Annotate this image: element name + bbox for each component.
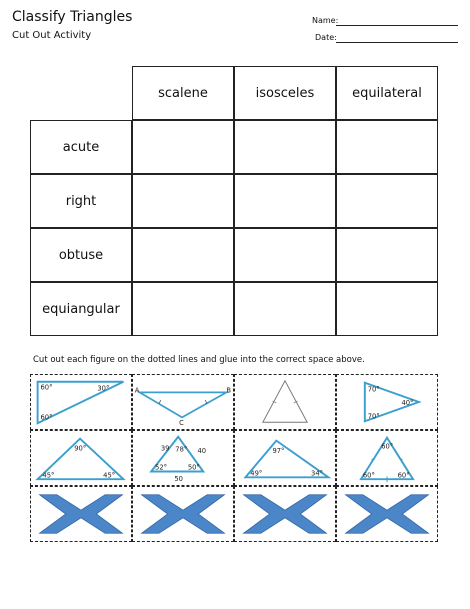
row-header-acute: acute xyxy=(30,120,132,174)
row-header-obtuse: obtuse xyxy=(30,228,132,282)
cutout-card-2[interactable] xyxy=(132,374,234,430)
drop-cell-right-equilateral[interactable] xyxy=(336,174,438,228)
angle-label: 90° xyxy=(74,444,87,453)
side-label: 40 xyxy=(197,447,207,456)
drop-cell-obtuse-equilateral[interactable] xyxy=(336,228,438,282)
cutout-card-10[interactable] xyxy=(132,486,234,542)
drop-cell-right-scalene[interactable] xyxy=(132,174,234,228)
row-header-right: right xyxy=(30,174,132,228)
column-header-isosceles: isosceles xyxy=(234,66,336,120)
name-line[interactable] xyxy=(336,25,458,26)
drop-cell-acute-equilateral[interactable] xyxy=(336,120,438,174)
cutout-sheet xyxy=(30,374,438,542)
cutout-card-1[interactable] xyxy=(30,374,132,430)
angle-label: 50° xyxy=(187,463,200,472)
drop-cell-equiangular-isosceles[interactable] xyxy=(234,282,336,336)
worksheet-title: Classify Triangles xyxy=(12,9,133,25)
angle-label: 60° xyxy=(40,383,53,392)
angle-label: 52° xyxy=(155,463,168,472)
angle-label: 34° xyxy=(311,469,324,478)
cutout-card-11[interactable] xyxy=(234,486,336,542)
cutout-card-5[interactable] xyxy=(30,430,132,486)
vertex-label: B xyxy=(226,386,232,395)
cross-shape xyxy=(40,495,123,534)
angle-label: 60° xyxy=(381,442,394,451)
drop-cell-equiangular-scalene[interactable] xyxy=(132,282,234,336)
angle-label: 40° xyxy=(401,398,414,407)
angle-label: 45° xyxy=(42,471,55,480)
angle-label: 49° xyxy=(250,469,263,478)
drop-cell-acute-isosceles[interactable] xyxy=(234,120,336,174)
worksheet-subtitle: Cut Out Activity xyxy=(12,30,92,41)
drop-cell-right-isosceles[interactable] xyxy=(234,174,336,228)
angle-label: 78° xyxy=(175,445,188,454)
cutout-card-4[interactable] xyxy=(336,374,438,430)
angle-label: 30° xyxy=(97,384,110,393)
angle-label: 97° xyxy=(272,447,285,456)
angle-label: 45° xyxy=(103,471,116,480)
angle-label: 60° xyxy=(40,413,53,422)
instructions-text: Cut out each figure on the dotted lines and glue into the correct space above. xyxy=(33,355,365,365)
classification-table xyxy=(30,66,438,336)
date-line[interactable] xyxy=(336,42,458,43)
side-label: 39 xyxy=(160,444,170,453)
column-header-scalene: scalene xyxy=(132,66,234,120)
side-label: 50 xyxy=(174,475,183,484)
date-label: Date: xyxy=(315,33,337,42)
cutout-card-9[interactable] xyxy=(30,486,132,542)
drop-cell-acute-scalene[interactable] xyxy=(132,120,234,174)
cutout-card-12[interactable] xyxy=(336,486,438,542)
triangle-shape xyxy=(140,392,227,417)
cutout-card-7[interactable] xyxy=(234,430,336,486)
cutout-card-8[interactable] xyxy=(336,430,438,486)
cross-shape xyxy=(346,495,429,534)
vertex-label: C xyxy=(179,419,184,428)
angle-label: 60° xyxy=(362,471,375,480)
triangle-shape xyxy=(263,381,307,422)
cross-shape xyxy=(142,495,225,534)
cutout-card-6[interactable] xyxy=(132,430,234,486)
drop-cell-equiangular-equilateral[interactable] xyxy=(336,282,438,336)
angle-label: 70° xyxy=(367,412,380,421)
cutout-card-3[interactable] xyxy=(234,374,336,430)
row-header-equiangular: equiangular xyxy=(30,282,132,336)
angle-label: 60° xyxy=(397,471,410,480)
drop-cell-obtuse-scalene[interactable] xyxy=(132,228,234,282)
angle-label: 70° xyxy=(367,385,380,394)
name-label: Name: xyxy=(312,16,339,25)
column-header-equilateral: equilateral xyxy=(336,66,438,120)
cross-shape xyxy=(244,495,327,534)
drop-cell-obtuse-isosceles[interactable] xyxy=(234,228,336,282)
vertex-label: A xyxy=(134,386,140,395)
